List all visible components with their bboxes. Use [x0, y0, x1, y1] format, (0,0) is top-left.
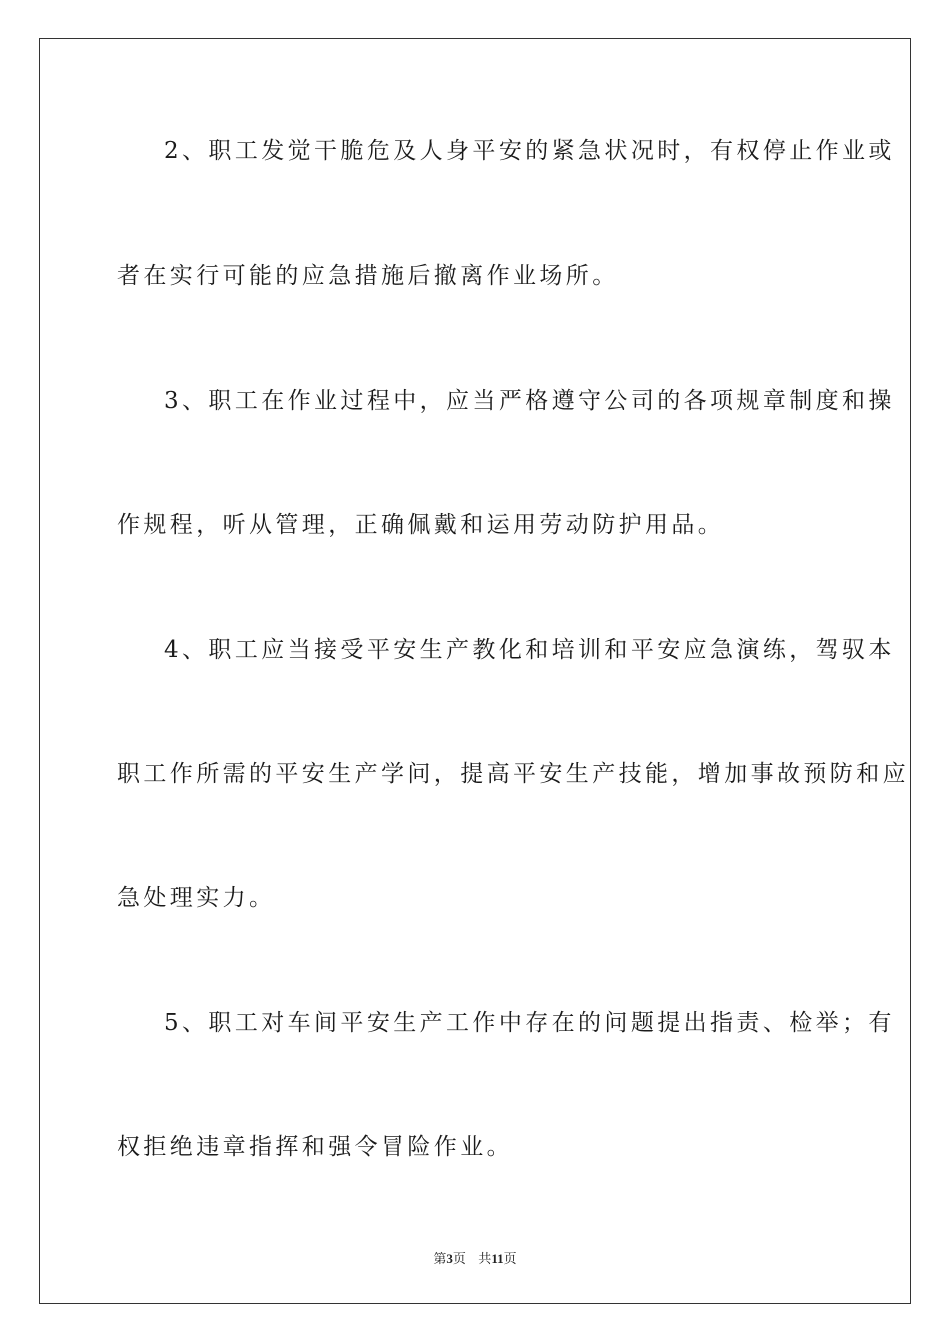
page-border	[39, 38, 911, 1304]
paragraph-2-line-2: 者在实行可能的应急措施后撤离作业场所。	[117, 263, 619, 289]
paragraph-3-line-1: 3、职工在作业过程中，应当严格遵守公司的各项规章制度和操	[164, 388, 895, 414]
footer-page-suffix: 页	[452, 1252, 466, 1267]
footer-total-prefix: 共	[478, 1252, 492, 1267]
paragraph-2-line-1: 2、职工发觉干脆危及人身平安的紧急状况时，有权停止作业或	[164, 138, 895, 164]
footer-total-pages: 11	[491, 1251, 504, 1266]
paragraph-4-line-2: 职工作所需的平安生产学问，提高平安生产技能，增加事故预防和应	[117, 761, 909, 787]
footer-page-number: 3	[446, 1251, 453, 1266]
paragraph-4-line-1: 4、职工应当接受平安生产教化和培训和平安应急演练，驾驭本	[164, 637, 895, 663]
paragraph-5-line-1: 5、职工对车间平安生产工作中存在的问题提出指责、检举；有	[164, 1010, 895, 1036]
page-footer	[0, 1248, 950, 1267]
footer-page-prefix: 第	[433, 1252, 447, 1267]
paragraph-3-line-2: 作规程，听从管理，正确佩戴和运用劳动防护用品。	[117, 512, 725, 538]
paragraph-5-line-2: 权拒绝违章指挥和强令冒险作业。	[117, 1134, 513, 1160]
paragraph-4-line-3: 急处理实力。	[117, 885, 276, 911]
footer-total-suffix: 页	[503, 1252, 517, 1267]
